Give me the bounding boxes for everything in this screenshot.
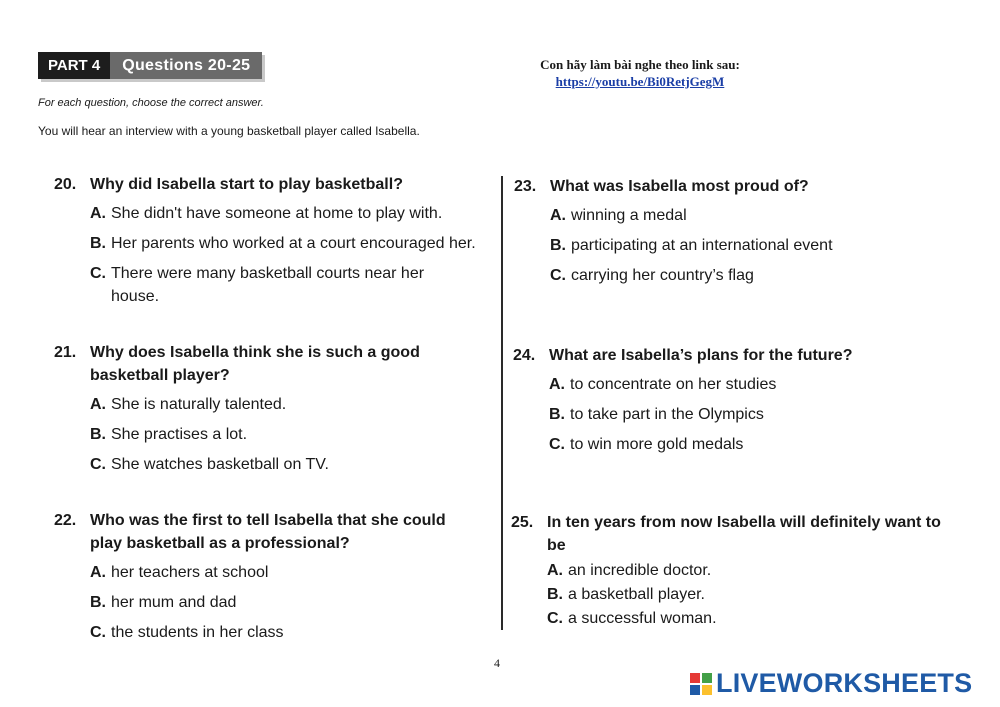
option-c[interactable]: C. to win more gold medals xyxy=(549,436,744,453)
part-header xyxy=(38,52,262,79)
option-a[interactable]: A. She didn't have someone at home to play with. xyxy=(90,205,443,222)
logo-text: LIVEWORKSHEETS xyxy=(716,668,973,698)
instruction-choose-answer: For each question, choose the correct answer. xyxy=(38,97,264,109)
question-number: 22. xyxy=(54,512,77,529)
question-21 xyxy=(54,341,454,483)
option-a[interactable]: A. an incredible doctor. xyxy=(547,562,712,579)
question-24 xyxy=(513,344,953,463)
option-b[interactable]: B. to take part in the Olympics xyxy=(549,406,764,423)
option-b[interactable]: B. Her parents who worked at a court encouraged her. xyxy=(90,235,476,252)
option-c[interactable]: C. carrying her country’s flag xyxy=(550,267,754,284)
link-intro: Con hãy làm bài nghe theo link sau: xyxy=(540,57,740,72)
question-text: What was Isabella most proud of? xyxy=(550,178,809,195)
liveworksheets-logo-icon xyxy=(690,673,712,695)
option-a[interactable]: A. She is naturally talented. xyxy=(90,396,287,413)
option-b[interactable]: B. participating at an international event xyxy=(550,237,833,254)
option-a[interactable]: A. to concentrate on her studies xyxy=(549,376,777,393)
page-number: 4 xyxy=(494,656,500,670)
question-number: 24. xyxy=(513,347,536,364)
question-number: 23. xyxy=(514,178,537,195)
option-c[interactable]: C. She watches basketball on TV. xyxy=(90,456,329,473)
question-text: Why does Isabella think she is such a good basketball player? xyxy=(90,344,420,384)
option-c[interactable]: C. a successful woman. xyxy=(547,610,717,627)
questions-range-label: Questions 20-25 xyxy=(110,52,262,79)
option-a[interactable]: A. her teachers at school xyxy=(90,564,269,581)
question-text: Who was the first to tell Isabella that she could play basketball as a professional? xyxy=(90,512,446,552)
option-c[interactable]: C. the students in her class xyxy=(90,624,284,641)
option-b[interactable]: B. her mum and dad xyxy=(90,594,237,611)
option-b[interactable]: B. a basketball player. xyxy=(547,586,705,603)
question-20 xyxy=(54,173,499,315)
question-22 xyxy=(54,509,474,651)
question-number: 21. xyxy=(54,344,77,361)
option-c[interactable]: C. There were many basketball courts near her house. xyxy=(90,265,425,305)
option-a[interactable]: A. winning a medal xyxy=(550,207,687,224)
youtube-link[interactable]: https://youtu.be/Bi0RetjGegM xyxy=(555,74,725,89)
question-25 xyxy=(511,511,951,631)
question-23 xyxy=(514,175,954,294)
question-text: In ten years from now Isabella will definitely want to be xyxy=(547,514,941,554)
part-label: PART 4 xyxy=(38,52,110,79)
column-divider xyxy=(501,176,503,630)
listening-link-block xyxy=(490,56,790,90)
question-text: Why did Isabella start to play basketball? xyxy=(90,176,403,193)
question-number: 20. xyxy=(54,176,77,193)
question-text: What are Isabella’s plans for the future? xyxy=(549,347,853,364)
option-b[interactable]: B. She practises a lot. xyxy=(90,426,248,443)
instruction-interview: You will hear an interview with a young basketball player called Isabella. xyxy=(38,124,420,138)
liveworksheets-logo xyxy=(690,668,972,699)
question-number: 25. xyxy=(511,514,534,531)
